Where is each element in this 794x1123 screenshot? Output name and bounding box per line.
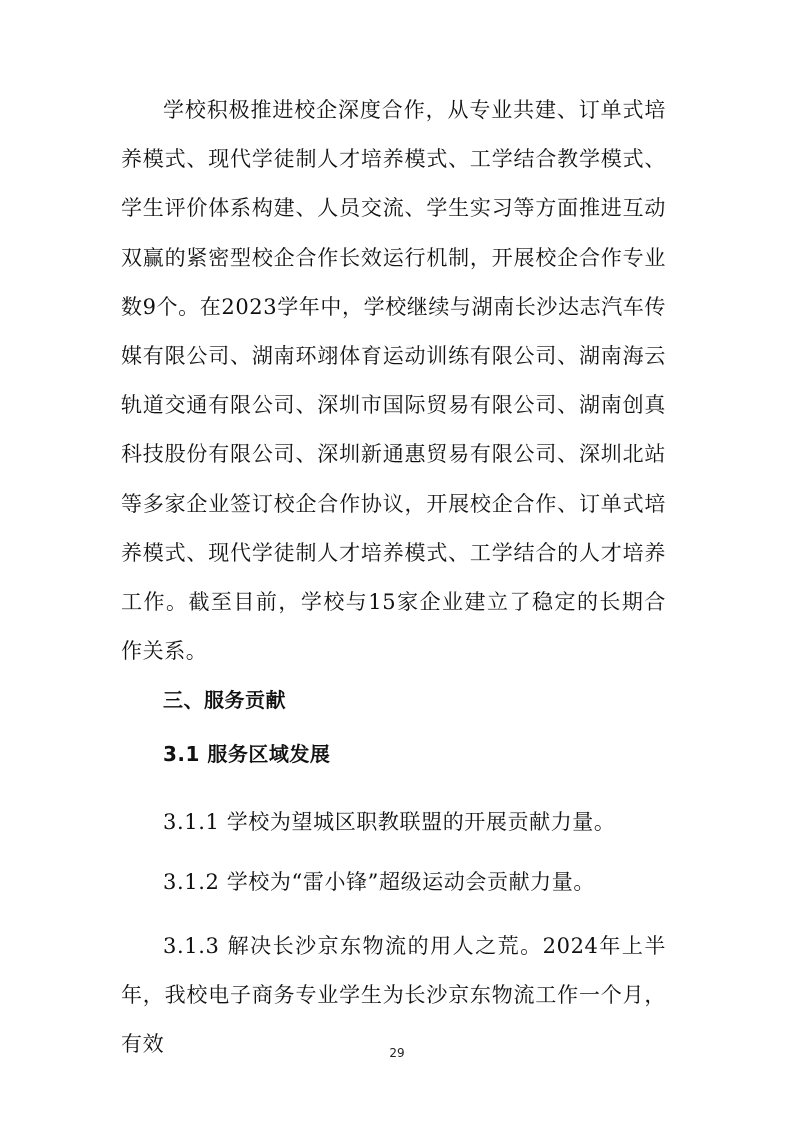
paragraph-3-1-3: 3.1.3 解决长沙京东物流的用人之荒。2024年上半年，我校电子商务专业学生为长沙京东物流工作一个月，有效 — [121, 934, 666, 1057]
heading-service-contribution: 三、服务贡献 — [163, 688, 286, 712]
page-number: 29 — [389, 1046, 405, 1060]
heading-regional-development: 3.1 服务区域发展 — [163, 742, 331, 766]
item-3-1-2: 3.1.2 学校为“雷小锋”超级运动会贡献力量。 — [163, 870, 595, 894]
item-3-1-1: 3.1.1 学校为望城区职教联盟的开展贡献力量。 — [163, 810, 616, 834]
paragraph-school-enterprise-cooperation: 学校积极推进校企深度合作，从专业共建、订单式培养模式、现代学徒制人才培养模式、工学结合教学模式、学生评价体系构建、人员交流、学生实习等方面推进互动双赢的紧密型校企合作长效运行机制，开展校企合作专业数9个。在2023学年中，学校继续与湖南长沙达志汽车传媒有限公司、湖南环翊体育运动训练有限公司、湖南海云轨道交通有限公司、深圳市国际贸易有限公司、湖南创真科技股份有限公司、深圳新通惠贸易有限公司、深圳北站等多家企业签订校企合作协议，开展校企合作、订单式培养模式、现代学徒制人才培养模式、工学结合的人才培养工作。截至目前，学校与15家企业建立了稳定的长期合作关系。 — [121, 98, 667, 664]
